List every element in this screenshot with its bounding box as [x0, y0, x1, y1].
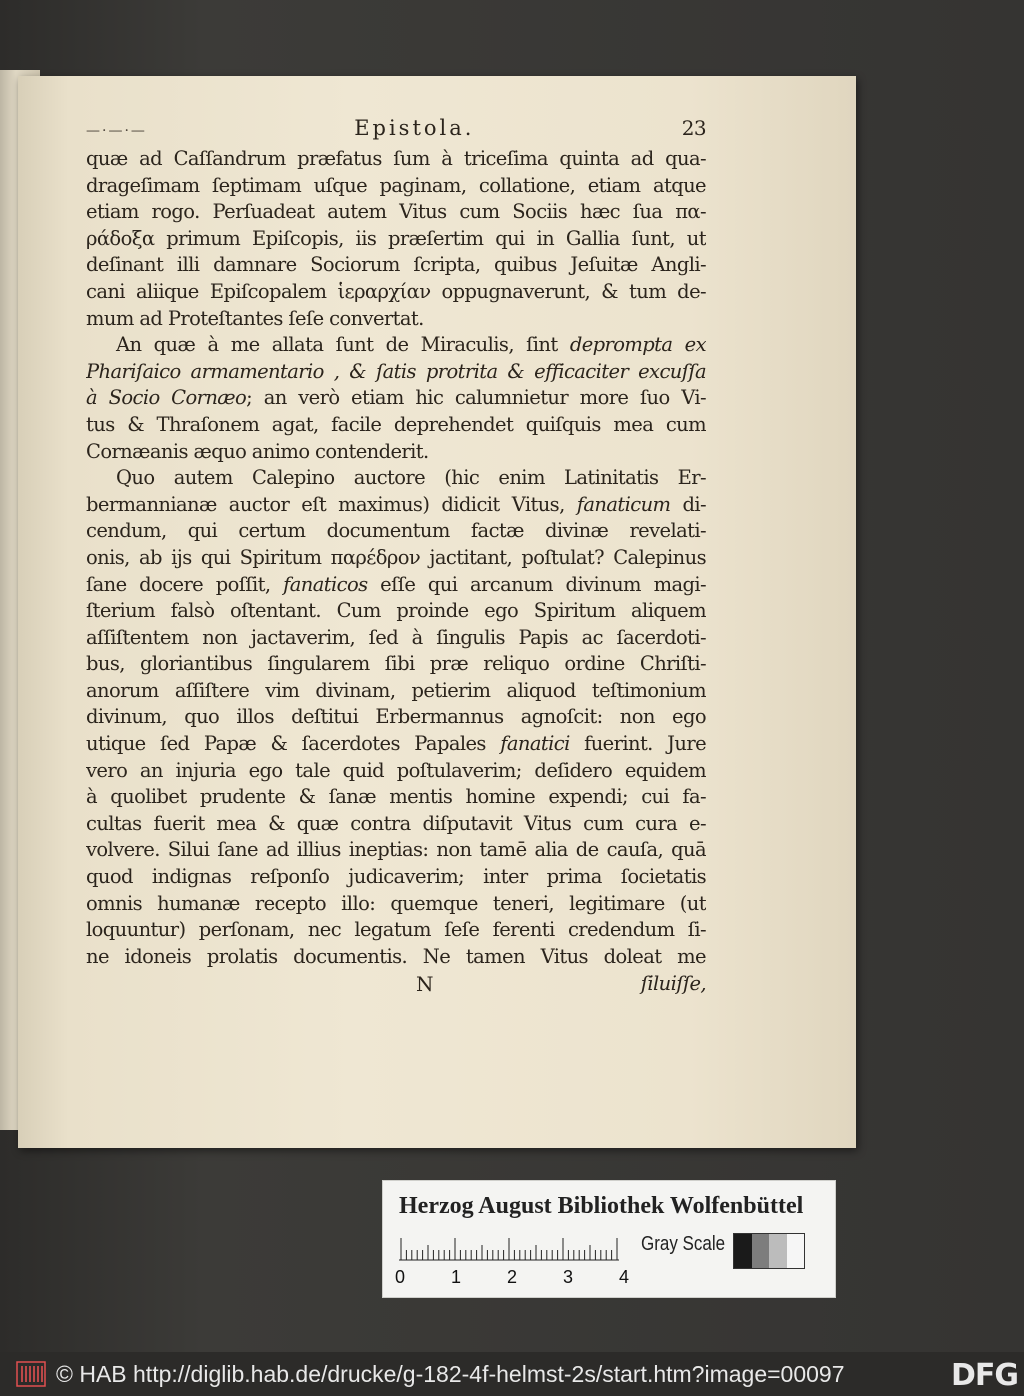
text-line: cendum, qui certum documentum factæ divinæ revelati- — [86, 519, 706, 543]
body-text — [86, 146, 706, 970]
text-line: onis, ab ijs qui Spiritum παρέδρον jactitant, poſtulat? Calepinus — [86, 545, 706, 569]
text-line — [86, 359, 706, 386]
ruler-numbers — [395, 1267, 635, 1291]
gray-swatch — [734, 1234, 752, 1268]
text-line — [86, 492, 706, 519]
text-line: cani aliique Epiſcopalem ἱεραρχίαν oppugnaverunt, & tum de- — [86, 279, 706, 303]
hab-logo-icon — [16, 1360, 46, 1388]
text-line: omnis humanæ recepto illo: quemque teneri, legitimare (ut — [86, 891, 706, 915]
text-span: eſſe qui arcanum divinum magi- — [367, 572, 706, 596]
italic-text: fanaticos — [283, 572, 368, 596]
page-footer-marks — [86, 970, 706, 998]
text-line — [86, 731, 706, 758]
text-line: tus & Thraſonem agat, facile deprehendet quiſquis mea cum — [86, 412, 706, 436]
text-line: cultas fuerit mea & quæ contra diſputavit Vitus cum cura e- — [86, 811, 706, 835]
text-line: anorum aſſiſtere vim divinam, petierim aliquod teſtimonium — [86, 678, 706, 702]
gray-swatch — [752, 1234, 770, 1268]
italic-text: Phariſaico armamentario , & ſatis protrita & efficaciter excuſſa — [86, 359, 706, 383]
text-line: à quolibet prudente & ſanæ mentis homine expendi; cui fa- — [86, 785, 706, 809]
italic-text: à Socio Cornæo — [86, 386, 247, 410]
copyright-url[interactable]: © HAB http://diglib.hab.de/drucke/g-182-4f-helmst-2s/start.htm?image=00097 — [56, 1361, 845, 1387]
text-span: utique ſed Papæ & ſacerdotes Papales — [86, 732, 501, 756]
text-line: ne idoneis prolatis documentis. Ne tamen Vitus doleat me — [86, 944, 706, 968]
text-line: mum ad Proteſtantes ſeſe convertat. — [86, 306, 424, 330]
text-line — [86, 385, 706, 412]
page-text-block — [86, 116, 706, 998]
text-line: vero an injuria ego tale quid poſtulaverim; deſidero equidem — [86, 758, 706, 782]
text-span: bermannianæ auctor eſt maximus) didicit Vitus, — [86, 492, 577, 516]
text-line: aſſiſtentem non jactaverim, ſed à ſingulis Papis ac ſacerdoti- — [86, 625, 706, 649]
signature-mark: N — [416, 972, 433, 997]
text-span: An quæ à me allata ſunt de Miraculis, ſint — [116, 333, 570, 357]
book-page — [18, 76, 856, 1148]
text-line: loquuntur) perſonam, nec legatum ſeſe ferenti credendum ſi- — [86, 918, 706, 942]
gray-scale-swatches — [733, 1233, 805, 1269]
text-span: fuerint. Jure — [569, 732, 706, 756]
library-name: Herzog August Bibliothek Wolfenbüttel — [399, 1193, 804, 1219]
text-line: etiam rogo. Perſuadeat autem Vitus cum Sociis hæc ſua πα- — [86, 200, 706, 224]
text-line: quæ ad Caſſandrum præfatus ſum à triceſima quinta ad qua- — [86, 147, 706, 170]
ruler-icon — [399, 1237, 619, 1261]
text-line: quod indignas reſponſo judicaverim; inter prima ſocietatis — [86, 865, 706, 889]
page-number: 23 — [681, 116, 706, 140]
text-span: di- — [670, 492, 706, 516]
text-line — [86, 572, 706, 599]
text-line: deſinant illi damnare Sociorum ſcripta, quibus Jeſuitæ Angli- — [86, 253, 706, 277]
footer-bar — [0, 1352, 1024, 1396]
text-line: Quo autem Calepino auctore (hic enim Latinitatis Er- — [116, 466, 706, 490]
running-head-rule: —·—·— — [86, 123, 147, 139]
italic-text: deprompta ex — [569, 333, 706, 357]
ruler-number: 4 — [619, 1267, 630, 1287]
ruler-number: 2 — [507, 1267, 518, 1287]
running-head — [86, 116, 706, 146]
gray-swatch — [769, 1234, 787, 1268]
text-line: volvere. Silui ſane ad illius ineptias: non tamē alia de cauſa, quā — [86, 838, 706, 862]
dfg-logo: DFG — [947, 1358, 1018, 1393]
text-span: ; an verò etiam hic calumnietur more ſuo Vi- — [246, 386, 706, 410]
ruler-number: 3 — [563, 1267, 574, 1287]
gray-swatch — [787, 1234, 805, 1268]
text-line: ſterium falsò oſtentant. Cum proinde ego Spiritum aliquem — [86, 599, 706, 623]
text-span: ſane docere poſſit, — [86, 572, 284, 596]
running-head-title: Epistola. — [354, 116, 475, 140]
library-color-card — [382, 1180, 836, 1298]
catchword: ſiluiſſe, — [640, 972, 706, 996]
ruler-number: 0 — [395, 1267, 406, 1287]
ruler-number: 1 — [451, 1267, 462, 1287]
text-line: divinum, quo illos deſtitui Erbermannus agnoſcit: non ego — [86, 705, 706, 729]
italic-text: fanaticum — [576, 492, 671, 516]
text-line: ράδοξα primum Epiſcopis, iis præſertim qui in Gallia ſunt, ut — [86, 226, 706, 250]
text-line — [86, 332, 706, 359]
text-line: bus, gloriantibus ſingularem ſibi præ reliquo ordine Chriſti- — [86, 652, 706, 676]
text-line: Cornæanis æquo animo contenderit. — [86, 439, 429, 463]
italic-text: fanatici — [500, 732, 570, 756]
gray-scale-label: Gray Scale — [641, 1233, 726, 1255]
text-line: drageſimam ſeptimam uſque paginam, collatione, etiam atque — [86, 173, 706, 197]
